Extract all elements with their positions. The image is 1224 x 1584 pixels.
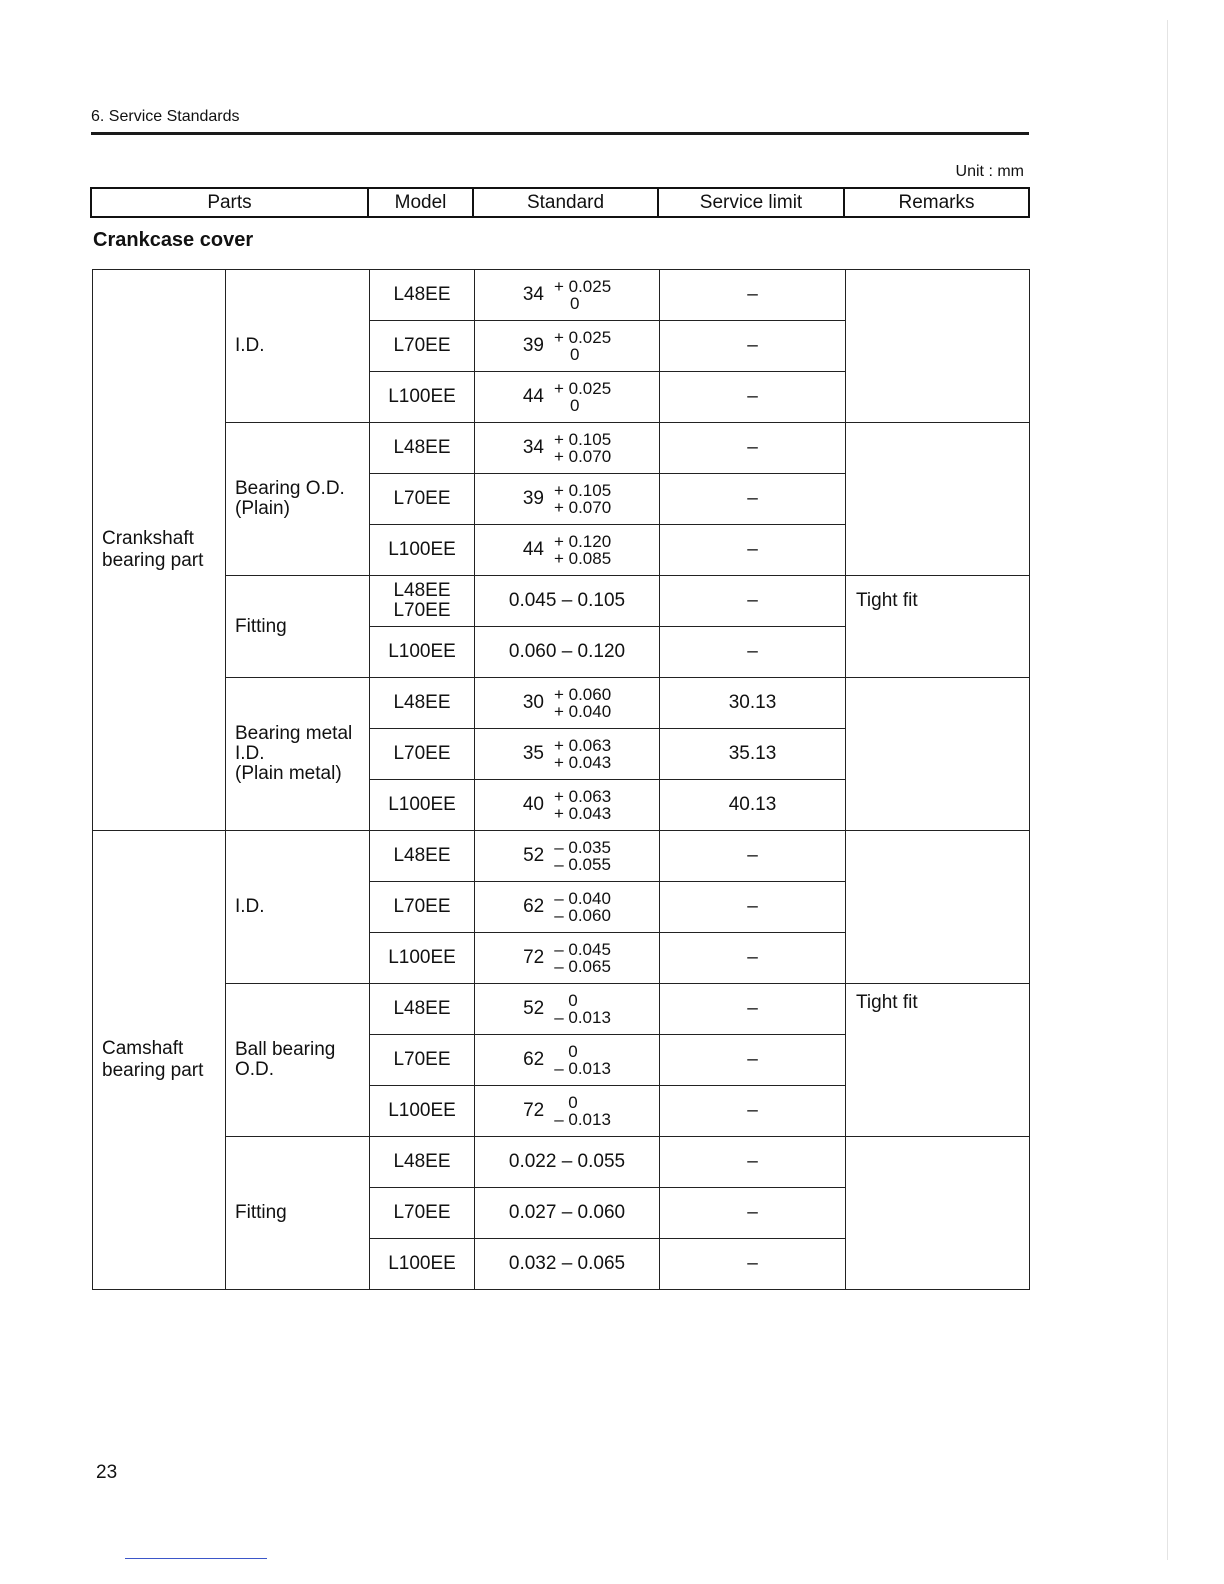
model-cell: L100EE [370, 933, 475, 984]
service-limit-cell: – [660, 1137, 846, 1188]
page-number: 23 [96, 1462, 118, 1483]
part-crankshaft-bearing: Crankshaft bearing part [93, 270, 226, 831]
standard-cell: 52 – 0.035 – 0.055 [475, 831, 660, 882]
service-limit-cell: – [660, 576, 846, 627]
remarks-cell [846, 576, 1030, 678]
table-row [93, 984, 1030, 1035]
sub-cam-ball-bearing: Ball bearing O.D. [226, 984, 370, 1137]
sub-crank-id: I.D. [226, 270, 370, 423]
table-row [93, 678, 1030, 729]
table-row [93, 270, 1030, 321]
standard-cell: 39 + 0.025 0 [475, 321, 660, 372]
service-limit-cell: – [660, 423, 846, 474]
column-header-standard: Standard [473, 188, 658, 217]
service-limit-cell: – [660, 1188, 846, 1239]
standard-cell: 44 + 0.025 0 [475, 372, 660, 423]
model-cell: L48EE [370, 831, 475, 882]
model-cell: L70EE [370, 474, 475, 525]
standard-cell: 0.022 – 0.055 [475, 1137, 660, 1188]
remarks-cell [846, 984, 1030, 1137]
section-subtitle: Crankcase cover [93, 229, 254, 251]
service-limit-cell: – [660, 270, 846, 321]
service-limit-cell: – [660, 372, 846, 423]
column-header-parts: Parts [91, 188, 368, 217]
model-cell: L48EE [370, 678, 475, 729]
standard-cell: 72 0 – 0.013 [475, 1086, 660, 1137]
remark-tight-fit: Tight fit [856, 590, 918, 611]
header-rule [91, 132, 1029, 135]
standard-cell: 62 – 0.040 – 0.060 [475, 882, 660, 933]
sub-crank-fitting: Fitting [226, 576, 370, 678]
standard-cell: 0.060 – 0.120 [475, 627, 660, 678]
model-cell: L100EE [370, 372, 475, 423]
unit-label: Unit : mm [955, 163, 1024, 180]
remarks-cell [846, 270, 1030, 423]
model-cell: L100EE [370, 525, 475, 576]
service-limit-cell: 40.13 [660, 780, 846, 831]
standard-cell: 0.045 – 0.105 [475, 576, 660, 627]
table-row [93, 1137, 1030, 1188]
service-limit-cell: – [660, 321, 846, 372]
model-cell: L48EE L70EE [370, 576, 475, 627]
table-row [93, 576, 1030, 627]
standard-cell: 0.027 – 0.060 [475, 1188, 660, 1239]
model-cell: L48EE [370, 270, 475, 321]
standard-cell: 72 – 0.045 – 0.065 [475, 933, 660, 984]
standard-cell: 52 0 – 0.013 [475, 984, 660, 1035]
remark-tight-fit: Tight fit [856, 992, 918, 1013]
standard-cell: 44 + 0.120 + 0.085 [475, 525, 660, 576]
service-limit-cell: – [660, 882, 846, 933]
column-header-model: Model [368, 188, 473, 217]
remarks-cell [846, 423, 1030, 576]
table-row [93, 423, 1030, 474]
model-cell: L70EE [370, 729, 475, 780]
remarks-cell [846, 1137, 1030, 1290]
service-limit-cell: – [660, 831, 846, 882]
sub-crank-bearing-metal: Bearing metal I.D. (Plain metal) [226, 678, 370, 831]
model-cell: L70EE [370, 321, 475, 372]
section-header: 6. Service Standards [91, 108, 240, 125]
sub-crank-bearing-od: Bearing O.D. (Plain) [226, 423, 370, 576]
footer-decorative-line [125, 1558, 267, 1559]
model-cell: L70EE [370, 1188, 475, 1239]
model-cell: L100EE [370, 1239, 475, 1290]
service-limit-cell: – [660, 933, 846, 984]
standard-cell: 30 + 0.060 + 0.040 [475, 678, 660, 729]
standard-cell: 62 0 – 0.013 [475, 1035, 660, 1086]
standard-cell: 34 + 0.025 0 [475, 270, 660, 321]
page-edge-line [1167, 20, 1168, 1560]
standard-cell: 40 + 0.063 + 0.043 [475, 780, 660, 831]
service-limit-cell: – [660, 1086, 846, 1137]
model-cell: L48EE [370, 423, 475, 474]
sub-cam-fitting: Fitting [226, 1137, 370, 1290]
service-limit-cell: – [660, 525, 846, 576]
standard-cell: 0.032 – 0.065 [475, 1239, 660, 1290]
standard-cell: 34 + 0.105 + 0.070 [475, 423, 660, 474]
model-cell: L100EE [370, 1086, 475, 1137]
standards-table [92, 269, 1030, 1290]
standard-cell: 35 + 0.063 + 0.043 [475, 729, 660, 780]
service-limit-cell: – [660, 1239, 846, 1290]
model-cell: L48EE [370, 984, 475, 1035]
column-header-table [90, 187, 1030, 218]
column-header-service-limit: Service limit [658, 188, 844, 217]
remarks-cell [846, 678, 1030, 831]
table-row [93, 831, 1030, 882]
standard-cell: 39 + 0.105 + 0.070 [475, 474, 660, 525]
service-limit-cell: 35.13 [660, 729, 846, 780]
column-header-remarks: Remarks [844, 188, 1029, 217]
model-cell: L100EE [370, 780, 475, 831]
sub-cam-id: I.D. [226, 831, 370, 984]
part-camshaft-bearing: Camshaft bearing part [93, 831, 226, 1290]
model-cell: L70EE [370, 1035, 475, 1086]
service-limit-cell: – [660, 1035, 846, 1086]
service-limit-cell: 30.13 [660, 678, 846, 729]
service-limit-cell: – [660, 627, 846, 678]
service-limit-cell: – [660, 984, 846, 1035]
model-cell: L48EE [370, 1137, 475, 1188]
remarks-cell [846, 831, 1030, 984]
model-cell: L100EE [370, 627, 475, 678]
service-limit-cell: – [660, 474, 846, 525]
model-cell: L70EE [370, 882, 475, 933]
